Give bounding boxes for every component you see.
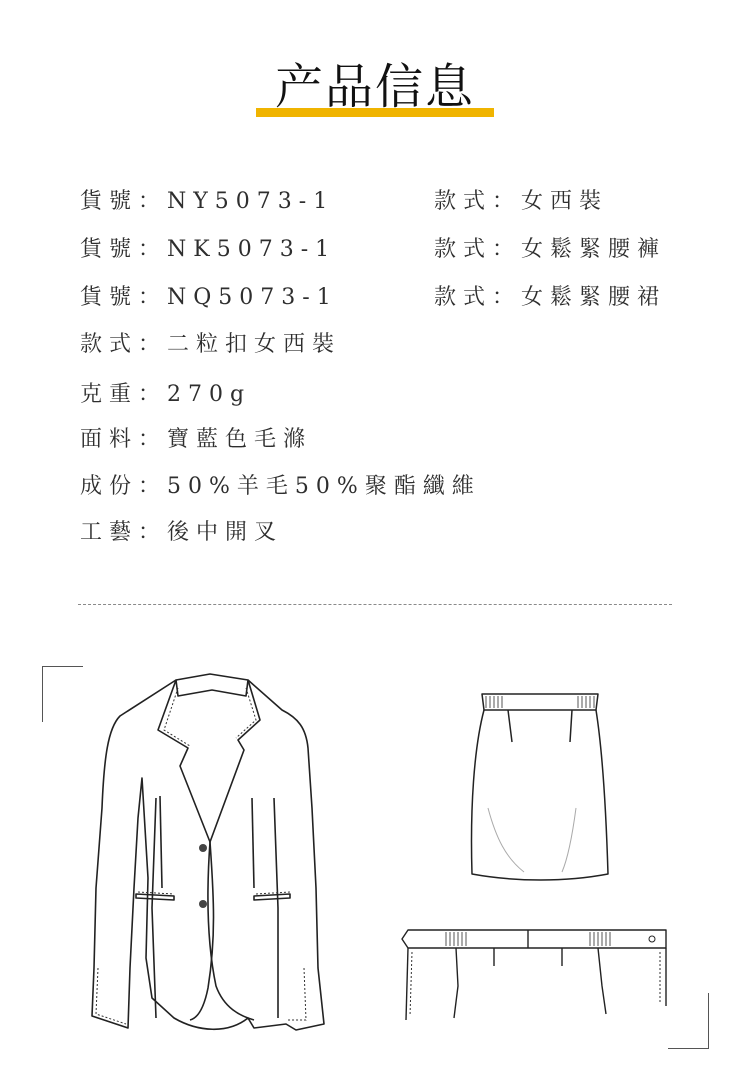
row-value: 寶藍色毛滌	[167, 427, 313, 452]
row-label: 款式：	[434, 189, 522, 214]
row-value: 270g	[167, 382, 252, 407]
page-title: 产品信息	[274, 59, 475, 115]
row-value: 50%羊毛50%聚酯纖維	[167, 474, 481, 499]
style-row-3	[434, 283, 666, 313]
info-row-fabric	[80, 425, 312, 455]
row-label: 貨號：	[80, 189, 168, 214]
row-label: 面料：	[80, 427, 168, 452]
corner-bracket-top-left	[42, 666, 83, 722]
row-value: 女鬆緊腰褲	[521, 237, 667, 262]
button-top	[199, 844, 207, 852]
row-label: 貨號：	[80, 285, 168, 310]
row-value: 女鬆緊腰裙	[521, 285, 667, 310]
info-row-composition	[80, 472, 481, 502]
row-label: 款式：	[80, 332, 168, 357]
info-row-craft	[80, 518, 283, 548]
row-label: 貨號：	[80, 237, 168, 262]
row-label: 款式：	[434, 285, 522, 310]
jacket-illustration	[78, 668, 340, 1044]
row-value: NY5073-1	[167, 189, 335, 214]
button-bottom	[199, 900, 207, 908]
info-row-sku-3	[80, 283, 338, 313]
row-label: 成份：	[80, 474, 168, 499]
style-row-2	[434, 235, 666, 265]
row-value: 二粒扣女西裝	[167, 332, 342, 357]
dashed-divider	[78, 604, 672, 605]
info-row-sku-1	[80, 187, 334, 217]
row-value: NK5073-1	[167, 237, 337, 262]
style-row-1	[434, 187, 608, 217]
row-label: 克重：	[80, 382, 168, 407]
corner-bracket-bottom-right	[668, 993, 709, 1049]
info-row-sku-2	[80, 235, 336, 265]
row-value: 女西裝	[521, 189, 609, 214]
row-label: 工藝：	[80, 520, 168, 545]
row-value: 後中開叉	[167, 520, 284, 545]
trousers-illustration	[398, 926, 670, 1022]
info-row-style	[80, 330, 341, 360]
skirt-illustration	[466, 688, 612, 884]
row-label: 款式：	[434, 237, 522, 262]
info-row-weight	[80, 380, 251, 410]
row-value: NQ5073-1	[167, 285, 338, 310]
title-block	[0, 56, 750, 126]
